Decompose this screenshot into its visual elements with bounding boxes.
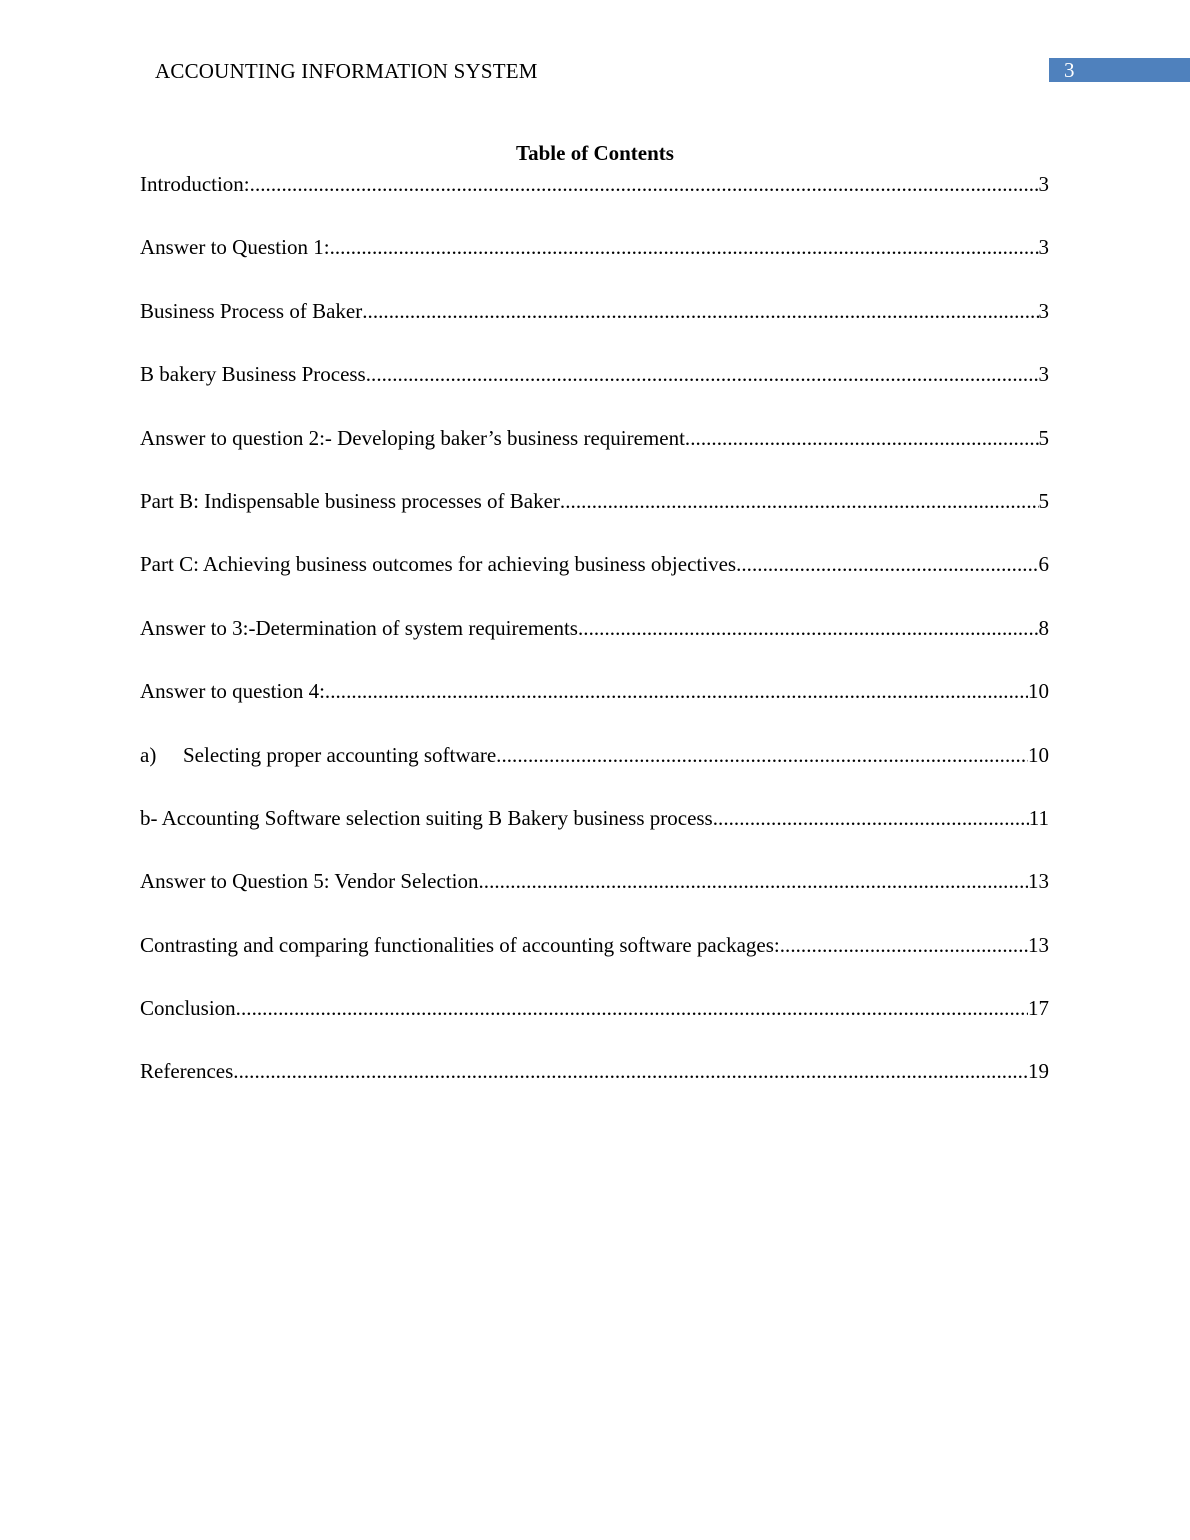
toc-dot-leader [713,805,1029,831]
toc-dot-leader [325,678,1028,704]
toc-entry-line [140,551,1049,577]
toc-dot-leader [236,995,1028,1021]
toc-entry-text: Answer to 3:-Determination of system requirements [140,615,578,640]
toc-entry-line [140,298,1049,324]
toc-entry-page-number: 3 [1038,172,1049,196]
toc-entry-page-number: 13 [1028,932,1049,957]
toc-dot-leader [578,615,1039,641]
toc-entry-page-number: 3 [1038,298,1049,323]
toc-dot-leader [233,1058,1028,1084]
toc-entry-line [140,678,1049,704]
page-number-box [1049,58,1190,82]
toc-dot-leader [685,425,1039,451]
toc-entry-text: Conclusion [140,996,236,1021]
toc-entry-text: Answer to Question 5: Vendor Selection [140,869,479,894]
toc-entry[interactable] [140,298,1049,361]
toc-entry-line [140,425,1049,451]
toc-dot-leader [330,234,1039,260]
toc-entry[interactable] [140,551,1049,614]
toc-entry[interactable] [140,742,1049,805]
toc-entry[interactable] [140,995,1049,1058]
toc-entry-page-number: 10 [1028,742,1049,767]
toc-entry-text: Contrasting and comparing functionalities of accounting software packages: [140,932,780,957]
toc-entry[interactable] [140,171,1049,234]
toc-entry-page-number: 13 [1028,869,1049,894]
toc-entry[interactable] [140,932,1049,995]
toc-entry[interactable] [140,868,1049,931]
toc-entry[interactable] [140,361,1049,424]
toc-entry-page-number: 17 [1028,996,1049,1021]
toc-entry[interactable] [140,1058,1049,1121]
toc-entry-page-number: 19 [1028,1059,1049,1084]
toc-entry-text: Introduction: [140,172,250,196]
table-of-contents [140,171,1049,1122]
toc-entry-page-number: 3 [1038,235,1049,260]
toc-entry-line [140,868,1049,894]
toc-dot-leader [736,551,1038,577]
toc-dot-leader [496,742,1028,768]
toc-entry-line [140,995,1049,1021]
toc-entry-line [140,234,1049,260]
toc-entry-text: References [140,1059,234,1084]
toc-dot-leader [250,171,1039,197]
toc-entry-line [140,361,1049,387]
toc-entry-page-number: 3 [1038,362,1049,387]
toc-entry-text: Answer to Question 1: [140,235,330,260]
toc-entry-page-number: 5 [1038,488,1049,513]
toc-entry[interactable] [140,425,1049,488]
toc-entry[interactable] [140,615,1049,678]
toc-entry[interactable] [140,488,1049,551]
toc-dot-leader [478,868,1028,894]
toc-entry-page-number: 10 [1028,679,1049,704]
toc-entry-line [140,615,1049,641]
toc-entry-line [140,171,1049,197]
toc-entry-text: Part C: Achieving business outcomes for achieving business objectives [140,552,737,577]
toc-entry-text: b- Accounting Software selection suiting B Bakery business process [140,805,713,830]
toc-title: Table of Contents [516,141,674,165]
page-number: 3 [1064,58,1075,82]
toc-entry-page-number: 11 [1028,805,1049,830]
toc-dot-leader [560,488,1039,514]
toc-entry-line [140,805,1049,831]
toc-entry-text: Business Process of Baker [140,298,363,323]
toc-entry-text: Part B: Indispensable business processes of Baker [140,488,560,513]
toc-entry-line [140,488,1049,514]
toc-entry-line [140,1058,1049,1084]
toc-dot-leader [780,932,1028,958]
toc-entry-text: Answer to question 2:- Developing baker’s business requirement [140,425,685,450]
toc-entry-text: Selecting proper accounting software [183,742,497,767]
toc-entry-page-number: 8 [1038,615,1049,640]
toc-dot-leader [366,361,1039,387]
toc-entry-line [140,742,1049,768]
running-head: ACCOUNTING INFORMATION SYSTEM [155,59,538,83]
toc-entry-page-number: 6 [1038,552,1049,577]
toc-entry-text: Answer to question 4: [140,679,325,704]
toc-dot-leader [362,298,1038,324]
toc-entry[interactable] [140,805,1049,868]
toc-entry-line [140,932,1049,958]
toc-entry-marker: a) [140,742,157,767]
toc-entry-text: B bakery Business Process [140,362,366,387]
toc-entry[interactable] [140,234,1049,297]
toc-entry-page-number: 5 [1038,425,1049,450]
toc-entry[interactable] [140,678,1049,741]
